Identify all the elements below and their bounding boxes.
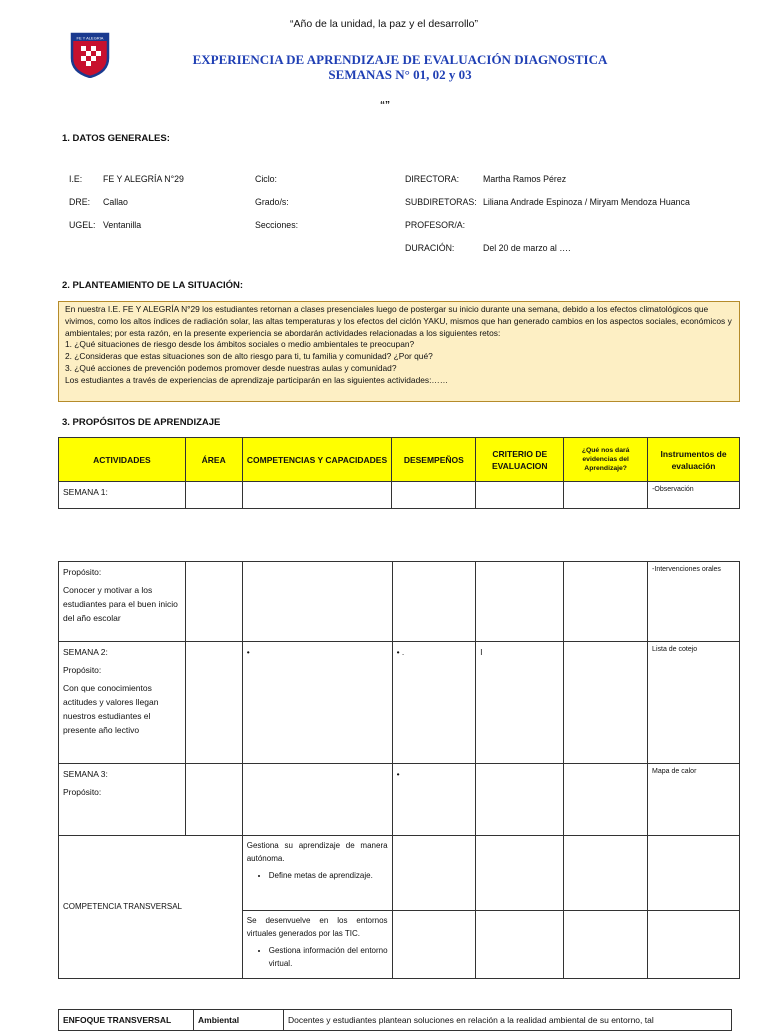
grado-label: Grado/s:	[255, 197, 289, 207]
table-row	[59, 764, 740, 836]
situation-question-3: 3. ¿Qué acciones de prevención podemos promover desde nuestras aulas y comunidad?	[65, 362, 397, 373]
col-evidencias: ¿Qué nos dará evidencias del Aprendizaje?	[564, 438, 648, 482]
bar-mark: l	[476, 642, 564, 764]
subdirectoras-label: SUBDIRETORAS:	[405, 197, 477, 207]
col-criterio: CRITERIO DE EVALUACION	[476, 438, 564, 482]
table-row	[59, 642, 740, 764]
instrumento-intervenciones: -Intervenciones orales	[648, 562, 740, 642]
enfoque-table	[58, 1009, 732, 1031]
instrumento-observacion: -Observación	[648, 482, 740, 509]
document-title	[0, 52, 768, 82]
directora-value: Martha Ramos Pérez	[483, 174, 567, 184]
secciones-label: Secciones:	[255, 220, 299, 230]
col-instrumentos: Instrumentos de evaluación	[648, 438, 740, 482]
situation-question-1: 1. ¿Qué situaciones de riesgo desde los ámbitos sociales o medio ambientales te preocupan?	[65, 339, 415, 350]
table-row	[59, 836, 740, 911]
situation-box	[58, 301, 740, 402]
bullet-mark: •	[392, 764, 476, 836]
ugel-label: UGEL:	[69, 220, 96, 230]
proposito-label: Propósito:	[63, 567, 102, 577]
motto-text: “Año de la unidad, la paz y el desarrollo”	[290, 18, 478, 30]
bullet-mark: •	[242, 642, 392, 764]
instrumento-lista-cotejo: Lista de cotejo	[648, 642, 740, 764]
propositos-body-table	[58, 561, 740, 979]
duracion-value: Del 20 de marzo al ….	[483, 243, 571, 253]
situation-paragraph: En nuestra I.E. FE Y ALEGRÍA N°29 los estudiantes retornan a clases presenciales luego de postergar su inicio durante una semana, debido a los efectos climatológicos que vivimos, como los altos índices de radiación solar, las altas temperaturas y los efectos del ciclón YAKU, mismos que han generado cambios en los aspectos sociales, económicos y ambientales; por esta razón, en la presente experiencia se abordarán actividades relacionadas a los siguientes retos:	[65, 304, 732, 338]
dre-label: DRE:	[69, 197, 91, 207]
semana3-label: SEMANA 3:	[63, 769, 108, 779]
enfoque-label: ENFOQUE TRANSVERSAL	[59, 1010, 194, 1031]
section-heading-propositos: 3. PROPÓSITOS DE APRENDIZAJE	[62, 417, 221, 428]
ugel-value: Ventanilla	[103, 220, 142, 230]
gestiona-aprendizaje: Gestiona su aprendizaje de manera autónoma.	[246, 841, 388, 863]
semana2-proposito: Con que conocimientos actitudes y valores llegan nuestros estudiantes el presente año lectivo	[63, 683, 159, 735]
competencia-transversal-label: COMPETENCIA TRANSVERSAL	[59, 836, 243, 979]
table-row	[59, 562, 740, 642]
define-metas: • Define metas de aprendizaje.	[269, 869, 388, 882]
dre-value: Callao	[103, 197, 128, 207]
situation-closing: Los estudiantes a través de experiencias de aprendizaje participarán en las siguientes actividades:……	[65, 374, 449, 385]
gestiona-informacion: • Gestiona información del entorno virtual.	[269, 944, 388, 970]
semana1-label: SEMANA 1:	[59, 482, 186, 509]
col-area: ÁREA	[185, 438, 242, 482]
col-desempenos: DESEMPEÑOS	[392, 438, 476, 482]
enfoque-texto: Docentes y estudiantes plantean soluciones en relación a la realidad ambiental de su entorno, tal	[284, 1010, 732, 1031]
bullet-mark: • .	[392, 642, 476, 764]
ie-value: FE Y ALEGRÍA N°29	[103, 174, 184, 184]
enfoque-tipo: Ambiental	[194, 1010, 284, 1031]
section-heading-situacion: 2. PLANTEAMIENTO DE LA SITUACIÓN:	[62, 280, 244, 291]
col-actividades: ACTIVIDADES	[59, 438, 186, 482]
directora-label: DIRECTORA:	[405, 174, 460, 184]
title-line-2: SEMANAS N° 01, 02 y 03	[328, 67, 472, 82]
title-line-1: EXPERIENCIA DE APRENDIZAJE DE EVALUACIÓN DIAGNOSTICA	[192, 52, 608, 67]
propositos-header-table	[58, 437, 740, 509]
desenvuelve-entornos: Se desenvuelve en los entornos virtuales generados por las TIC.	[246, 916, 388, 938]
proposito-label: Propósito:	[63, 665, 102, 675]
ie-label: I.E:	[69, 174, 83, 184]
proposito-label: Propósito:	[63, 787, 102, 797]
profesor-label: PROFESOR/A:	[405, 220, 466, 230]
semana1-proposito: Conocer y motivar a los estudiantes para el buen inicio del año escolar	[63, 585, 178, 623]
table-row	[59, 482, 740, 509]
logo-text: FE Y ALEGRIA	[76, 35, 104, 41]
col-competencias: COMPETENCIAS Y CAPACIDADES	[242, 438, 392, 482]
ciclo-label: Ciclo:	[255, 174, 277, 184]
duracion-label: DURACIÓN:	[405, 243, 455, 253]
section-heading-datos: 1. DATOS GENERALES:	[62, 133, 170, 144]
situation-question-2: 2. ¿Consideras que estas situaciones son de alto riesgo para ti, tu familia y comunidad? ¿Por qué?	[65, 351, 433, 362]
semana2-label: SEMANA 2:	[63, 647, 108, 657]
subdirectoras-value: Liliana Andrade Espinoza / Miryam Mendoza Huanca	[483, 197, 690, 207]
quotes-mark: “”	[380, 100, 390, 111]
table-row	[59, 1010, 732, 1031]
instrumento-mapa-calor: Mapa de calor	[648, 764, 740, 836]
